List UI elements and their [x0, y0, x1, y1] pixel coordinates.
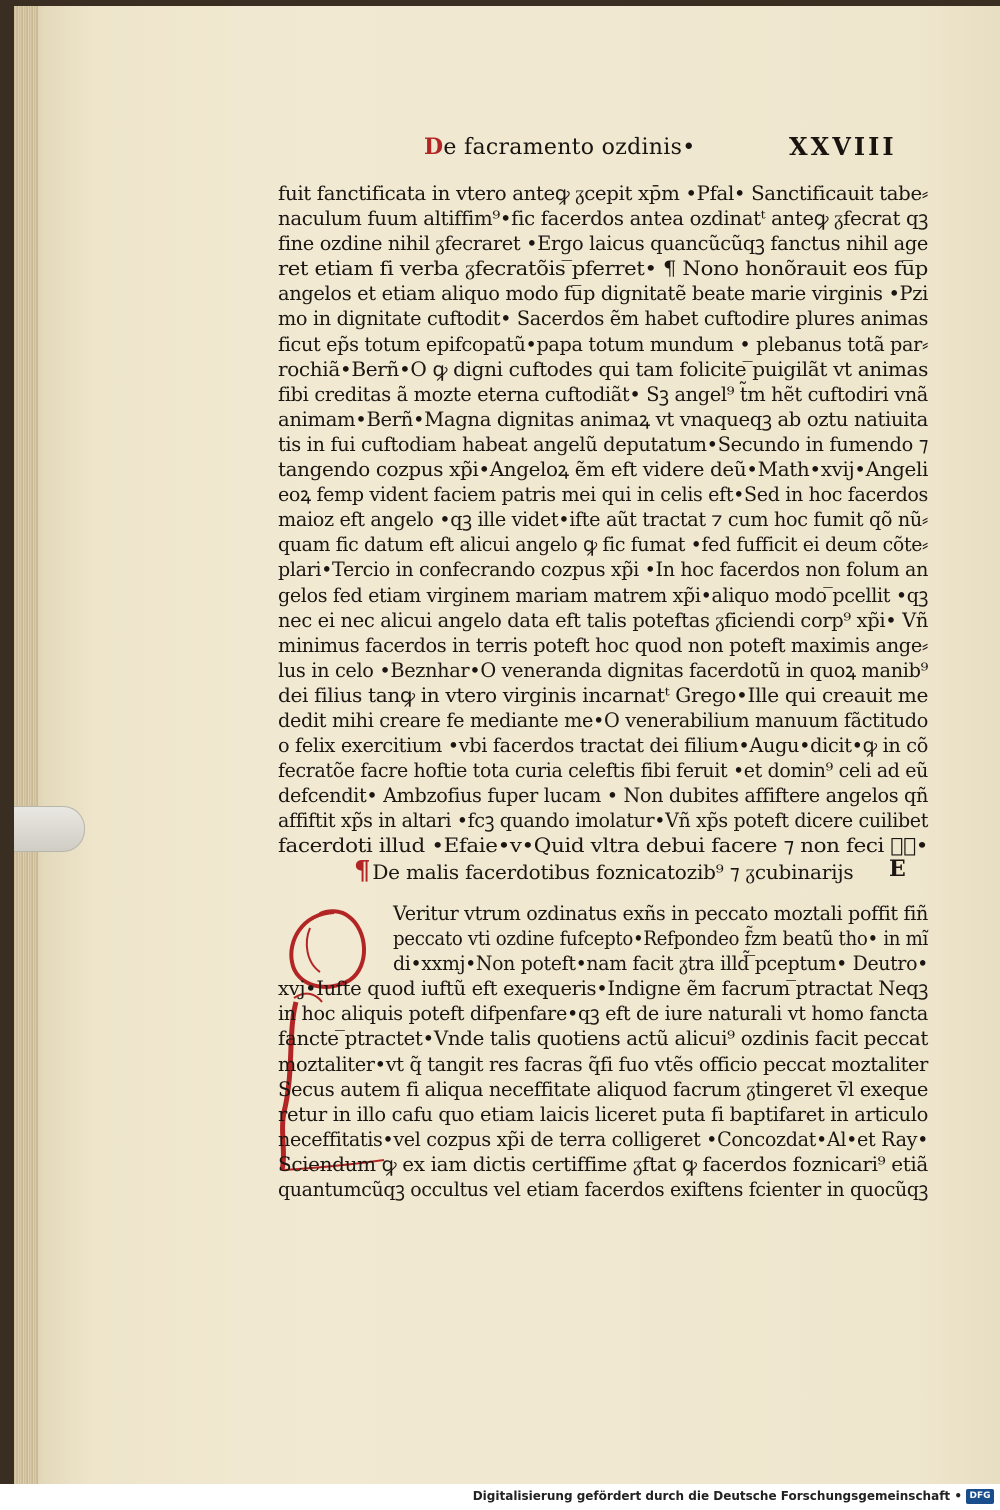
bookmark-tab	[14, 806, 85, 852]
text-line: di•xxmj•Non poteft•nam facit ᵹtra illd̃ ̅pceptum• Deutro•	[393, 952, 928, 976]
text-line: eoꝝ femp vident faciem patris mei qui in celis eft•Sed in hoc facerdos	[278, 483, 928, 507]
running-head	[424, 134, 695, 160]
text-line: fine ozdine nihil ᵹfecraret •Ergo laicus quancũcũqꝫ fanctus nihil age	[278, 232, 928, 256]
section-heading-text	[354, 856, 934, 886]
text-line: minimus facerdos in terris poteft hoc quod non poteft maximis ange⸗	[278, 633, 928, 657]
text-line: retur in illo cafu quo etiam laicis liceret puta fi baptifaret in articulo	[278, 1102, 928, 1126]
text-line: fibi creditas ã mozte eterna cuftodiãt• Sꝫ angel⁹ t̃m hẽt cuftodiri vnã	[278, 382, 928, 406]
text-line: Veritur vtrum ozdinatus exñs in peccato moztali poffit fiñ	[393, 902, 928, 925]
text-line: Sciendum ꝙ ex iam dictis certiffime ᵹftat ꝙ facerdos foznicari⁹ etiã	[278, 1152, 929, 1176]
text-line: fuit fanctificata in vtero anteꝙ ᵹcepit xp̄m •Pfal• Sanctificauit tabe⸗	[278, 182, 928, 205]
section-letter: E	[889, 856, 906, 882]
text-line: tangendo cozpus xp̃i•Angeloꝝ ẽm eft videre deũ•Math•xvij•Angeli	[278, 458, 928, 482]
text-line: peccato vti ozdine fufcepto•Refpondeo f̃zm beatũ tho• in mĩ	[393, 927, 928, 951]
footer-bar	[0, 1484, 1000, 1510]
rubric-paragraph-mark: ¶	[354, 856, 371, 886]
text-line: tis in fui cuftodiam habeat angelũ deputatum•Secundo in fumendo ⁊	[278, 432, 928, 456]
text-line: lus in celo •Beznhar•O veneranda dignitas facerdotũ in quoꝝ manib⁹	[278, 658, 928, 682]
section-text	[278, 901, 928, 1202]
funding-credit: Digitalisierung gefördert durch die Deutsche Forschungsgemeinschaft •	[472, 1489, 962, 1503]
dfg-logo: DFG	[966, 1489, 994, 1504]
body-text	[278, 181, 928, 859]
text-line: rochiã•Berñ•O ꝙ digni cuftodes qui tam folicite ̅puigilãt vt animas	[278, 357, 928, 381]
text-line: affiftit xp̃s in altari •fcꝫ quando imolatur•Vñ xp̃s poteft dicere cuilibet	[278, 809, 928, 833]
text-line: naculum fuum altiffim⁹•fic facerdos antea ozdinatᵗ anteꝙ ᵹfecrat qꝫ	[278, 207, 928, 231]
text-line: ficut ep̃s totum epifcopatũ•papa totum mundum • plebanus totã par⸗	[278, 332, 928, 356]
text-line: nec ei nec alicui angelo data eft talis poteftas ᵹficiendi corp⁹ xp̃i• Vñ	[278, 608, 928, 632]
text-line: plari•Tercio in confecrando cozpus xp̃i •In hoc facerdos non folum an	[278, 558, 928, 582]
text-line: xvj•Iufte quod iuftũ eft exequeris•Indigne ẽm facrum ̅ptractat Neqꝫ	[278, 977, 928, 1001]
running-head-text: e facramento ozdinis•	[443, 135, 696, 160]
text-line: fecratõe facre hoftie tota curia celeftis fibi feruit •et domin⁹ celi ad eũ	[278, 759, 928, 783]
text-line: facerdoti illud •Efaie•v•Quid vltra debui facere ⁊ non feci ⁊ͨ•	[278, 834, 928, 858]
text-line: neceffitatis•vel cozpus xp̃i de terra colligeret •Concozdat•Al•et Ray•	[278, 1127, 928, 1151]
text-line: angelos et etiam aliquo modo fu̅p dignitatẽ beate marie virginis •Pzi	[278, 282, 928, 306]
text-line: mo in dignitate cuftodit• Sacerdos ẽm habet cuftodire plures animas	[278, 307, 928, 331]
text-line: quam fic datum eft alicui angelo ꝙ fic fumat •fed fufficit ei deum cõte⸗	[278, 533, 928, 557]
text-line: defcendit• Ambzofius fuper lucam • Non dubites affiftere angelos qñ	[278, 784, 928, 808]
text-line: fancte ̅ptractet•Vnde talis quotiens actũ alicui⁹ ozdinis facit peccat	[278, 1027, 928, 1051]
text-line: dedit mihi creare fe mediante me•O venerabilium manuum fãctitudo	[278, 708, 928, 732]
text-line: moztaliter•vt q̃ tangit res facras q̃fi fuo vtẽs officio peccat moztaliter	[278, 1052, 928, 1076]
section-title: De malis facerdotibus foznicatozib⁹ ⁊ ᵹcubinarijs	[372, 860, 854, 884]
text-line: gelos fed etiam virginem mariam matrem xp̃i•aliquo modo ̅pcellit •qꝫ	[278, 583, 928, 607]
rubricated-initial: D	[424, 134, 444, 160]
text-line: dei filius tanꝙ in vtero virginis incarnatᵗ Grego•Ille qui creauit me	[278, 683, 928, 707]
page-edges	[14, 6, 38, 1484]
page-header	[14, 132, 1000, 172]
section-heading	[354, 856, 934, 886]
book-page	[14, 6, 1000, 1484]
text-line: maioz eft angelo •qꝫ ille videt•ifte aũt tractat ⁊ cum hoc fumit qõ nũ⸗	[278, 508, 928, 532]
text-line: Secus autem fi aliqua neceffitate aliquod facrum ᵹtingeret v̄l exeque	[278, 1077, 928, 1101]
text-line: ret etiam fi verba ᵹfecratõis ̅pferret• ¶ Nono honõrauit eos fu̅p	[278, 257, 928, 281]
text-line: in hoc aliquis poteft difpenfare•qꝫ eft de iure naturali vt homo fancta	[278, 1002, 928, 1026]
text-line: o felix exercitium •vbi facerdos tractat dei filium•Augu•dicit•ꝙ in cõ	[278, 734, 928, 758]
folio-number: XXVIII	[789, 132, 897, 161]
text-line: quantumcũqꝫ occultus vel etiam facerdos exiftens fcienter in quocũqꝫ	[278, 1178, 928, 1202]
text-line: animam•Berñ•Magna dignitas animaꝝ vt vnaqueqꝫ ab oztu natiuita	[278, 407, 928, 431]
